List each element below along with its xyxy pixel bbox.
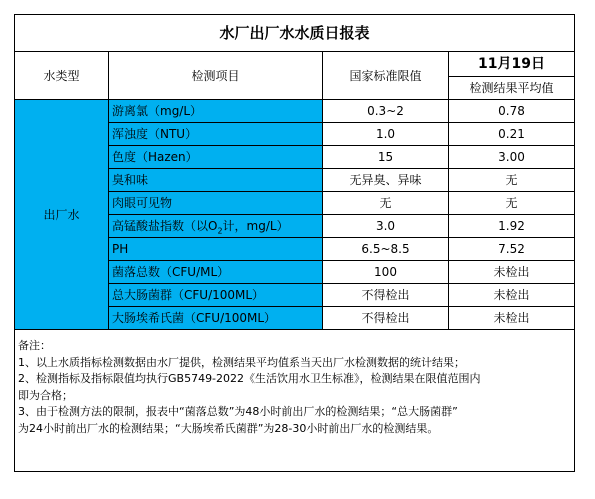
header-average-result: 检测结果平均值: [449, 77, 575, 100]
standard-cell: 100: [323, 261, 449, 284]
result-cell: 0.78: [449, 100, 575, 123]
test-item-text: 计，mg/L）: [222, 219, 289, 233]
note-line: 2、检测指标及指标限值均执行GB5749-2022《生活饮用水卫生标准》，检测结果在限值范围内: [18, 372, 481, 385]
standard-cell: 0.3~2: [323, 100, 449, 123]
header-national-standard: 国家标准限值: [323, 52, 449, 100]
test-item-cell: 肉眼可见物: [109, 192, 323, 215]
test-item-cell: 菌落总数（CFU/ML）: [109, 261, 323, 284]
report-date: 11月19日: [449, 52, 575, 77]
standard-cell: 无异臭、异味: [323, 169, 449, 192]
note-line: 为24小时前出厂水的检测结果；“大肠埃希氏菌群”为28-30小时前出厂水的检测结果。: [18, 421, 439, 435]
test-item-cell: 浑浊度（NTU）: [109, 123, 323, 146]
table-row: [15, 100, 575, 123]
result-cell: 无: [449, 192, 575, 215]
report-title: 水厂出厂水水质日报表: [15, 15, 575, 52]
result-cell: 1.92: [449, 215, 575, 238]
standard-cell: 无: [323, 192, 449, 215]
test-item-cell: 游离氯（mg/L）: [109, 100, 323, 123]
note-line: 1、以上水质指标检测数据由水厂提供，检测结果平均值系当天出厂水检测数据的统计结果；: [18, 355, 465, 369]
result-cell: 未检出: [449, 284, 575, 307]
test-item-cell: 臭和味: [109, 169, 323, 192]
test-item-cell: PH: [109, 238, 323, 261]
result-cell: 0.21: [449, 123, 575, 146]
test-item-cell: 色度（Hazen）: [109, 146, 323, 169]
test-item-text: 高锰酸盐指数（以O: [112, 219, 218, 233]
result-cell: 未检出: [449, 307, 575, 330]
result-cell: 3.00: [449, 146, 575, 169]
notes-section: [15, 330, 575, 472]
standard-cell: 不得检出: [323, 307, 449, 330]
header-water-type: 水类型: [15, 52, 109, 100]
standard-cell: 3.0: [323, 215, 449, 238]
result-cell: 7.52: [449, 238, 575, 261]
result-cell: 无: [449, 169, 575, 192]
standard-cell: 15: [323, 146, 449, 169]
test-item-cell: 大肠埃希氏菌（CFU/100ML）: [109, 307, 323, 330]
header-test-item: 检测项目: [109, 52, 323, 100]
notes-heading: 备注：: [18, 339, 51, 352]
note-line: 3、由于检测方法的限制，报表中“菌落总数”为48小时前出厂水的检测结果；“总大肠菌群”: [18, 405, 458, 418]
test-item-cell: 总大肠菌群（CFU/100ML）: [109, 284, 323, 307]
water-category-cell: 出厂水: [15, 100, 109, 330]
standard-cell: 6.5~8.5: [323, 238, 449, 261]
result-cell: 未检出: [449, 261, 575, 284]
standard-cell: 不得检出: [323, 284, 449, 307]
water-quality-report-table: [14, 14, 575, 472]
test-item-cell: [109, 215, 323, 238]
note-line: 即为合格；: [18, 388, 73, 402]
standard-cell: 1.0: [323, 123, 449, 146]
subscript: 2: [217, 226, 223, 236]
